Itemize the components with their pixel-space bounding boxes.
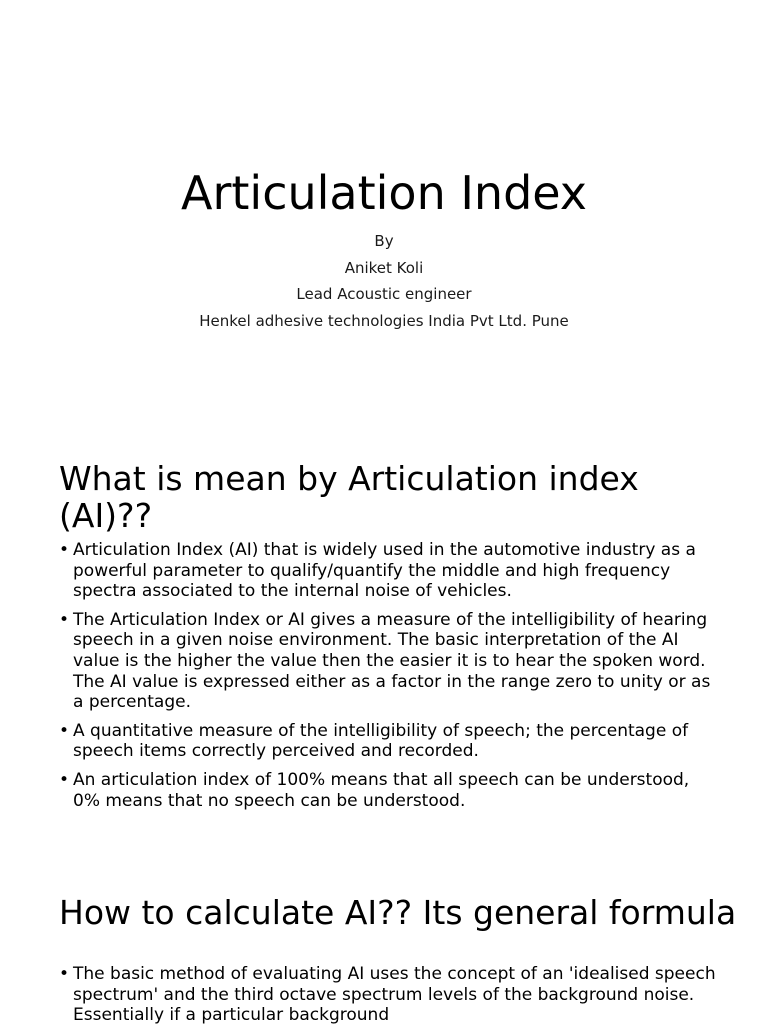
author-name: Aniket Koli [344,258,424,277]
bullet-item: • Articulation Index (AI) that is widely used in the automotive industry as a powerful parameter to qualify/quantify the middle and high frequency spectra associated to the internal noise of vehicles. [59,540,719,602]
formula-slide [0,864,768,1024]
bullet-item: • A quantitative measure of the intelligibility of speech; the percentage of speech items correctly perceived and recorded. [59,721,719,762]
definition-slide [0,432,768,864]
formula-heading: How to calculate AI?? Its general formula [59,893,737,932]
bullet-item: • The basic method of evaluating AI uses the concept of an 'idealised speech spectrum' and the third octave spectrum levels of the background noise. Essentially if a particular background [59,964,719,1024]
formula-bullet-list [59,964,719,1024]
definition-bullet-list [59,540,719,819]
title-slide [0,0,768,432]
by-label: By [374,232,394,250]
bullet-item: • An articulation index of 100% means that all speech can be understood, 0% means that no speech can be understood. [59,770,719,811]
author-company: Henkel adhesive technologies India Pvt Ltd. Pune [199,311,569,330]
presentation-title: Articulation Index [181,166,587,220]
definition-heading: What is mean by Articulation index (AI)?? [59,459,639,535]
author-role: Lead Acoustic engineer [296,285,472,303]
bullet-item: • The Articulation Index or AI gives a measure of the intelligibility of hearing speech in a given noise environment. The basic interpretation of the AI value is the higher the value then the easier it is to hear the spoken word. The AI value is expressed either as a factor in the range zero to unity or as a percentage. [59,610,719,713]
subtitle-block [0,228,768,334]
